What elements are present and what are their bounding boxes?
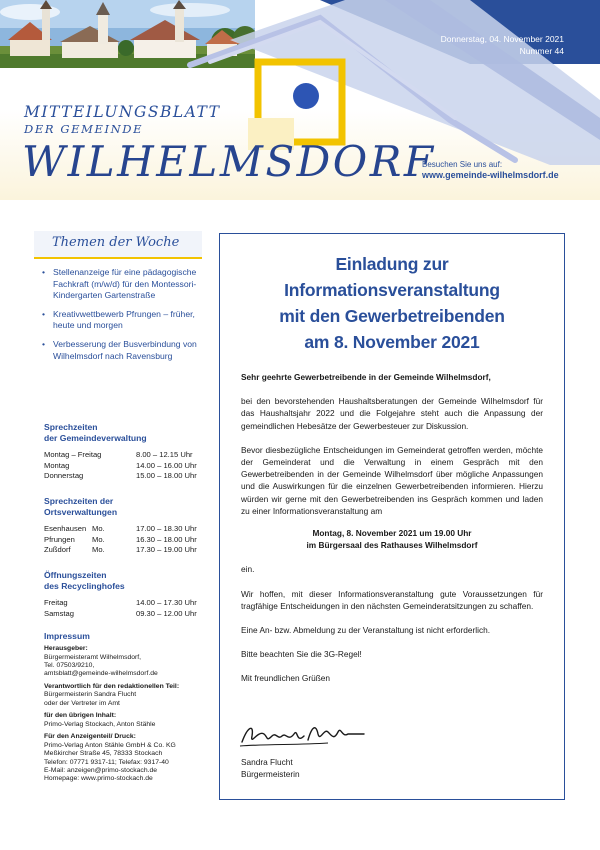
themes-title: Themen der Woche <box>52 235 180 250</box>
imprint-label: Herausgeber: <box>44 645 88 652</box>
imprint <box>44 631 214 784</box>
recycling-hours <box>44 570 214 619</box>
imprint-email[interactable]: E-Mail: anzeigen@primo-stockach.de <box>44 767 158 775</box>
theme-item[interactable]: • Stellenanzeige für eine pädagogische Fachkraft (m/w/d) für den Montessori-Kindergarten Gartenstraße <box>40 267 208 302</box>
article-title-line: mit den Gewerbetreibenden <box>279 306 505 326</box>
hours-day: Mo. <box>92 534 105 544</box>
paragraph: Eine An- bzw. Abmeldung zu der Veranstaltung ist nicht erforderlich. <box>241 625 491 636</box>
district-hours-title: Sprechzeiten der <box>44 496 114 506</box>
district-name: Pfrungen <box>44 534 75 544</box>
issue-info <box>441 33 564 57</box>
hours-row <box>44 461 214 472</box>
district-name: Zußdorf <box>44 545 71 554</box>
imprint-other <box>44 712 214 729</box>
hours-row <box>44 609 214 620</box>
closing: Mit freundlichen Grüßen <box>241 673 331 684</box>
imprint-label: für den übrigen Inhalt: <box>44 712 117 720</box>
imprint-line: oder der Vertreter im Amt <box>44 699 120 707</box>
hours-row <box>44 535 214 546</box>
imprint-line: Bürgermeisterin Sandra Flucht <box>44 691 137 699</box>
imprint-label: Verantwortlich für den redaktionellen Teil: <box>44 682 180 690</box>
issue-date: Donnerstag, 04. November 2021 <box>440 34 564 44</box>
imprint-line: Bürgermeisteramt Wilhelmsdorf, <box>44 653 142 661</box>
article-title <box>220 251 564 355</box>
article-title-line: am 8. November 2021 <box>304 332 480 352</box>
signer-name: Sandra Flucht <box>241 757 293 767</box>
imprint-line: Primo-Verlag Stockach, Anton Stähle <box>44 720 156 728</box>
hours-time: 17.00 – 18.30 Uhr <box>136 524 197 533</box>
office-hours-title-2: der Gemeindeverwaltung <box>44 433 147 443</box>
hours-time: 8.00 – 12.15 Uhr <box>136 450 193 459</box>
paragraph: Bitte beachten Sie die 3G-Regel! <box>241 649 362 660</box>
paragraph: Bevor diesbezügliche Entscheidungen im Gemeinderat getroffen werden, möchte der Gemeinderat und die Verwaltung in einem Gespräch mit den Gewerbetreibenden in der Gemeinde Wilhelmsdorf über mögliche Anpassungen und die Auswirkungen für die einzelnen Gewerbetreibenden informieren. Hierzu würden wir gerne mit den Gewerbetreibenden ins Gespräch kommen und laden zu einer Informationsveranstaltung am <box>241 444 543 516</box>
themes-list <box>40 267 208 369</box>
visit-label: Besuchen Sie uns auf: <box>422 160 503 169</box>
hours-time: 17.30 – 19.00 Uhr <box>136 545 197 554</box>
hours-row <box>44 524 214 535</box>
event-location: im Bürgersaal des Rathauses Wilhelmsdorf <box>306 540 478 551</box>
imprint-title: Impressum <box>44 631 90 641</box>
office-hours <box>44 422 214 482</box>
hours-row <box>44 450 214 461</box>
imprint-line: Telefon: 07771 9317-11; Telefax: 9317-40 <box>44 758 169 766</box>
hours-row <box>44 545 214 556</box>
hours-time: 15.00 – 18.00 Uhr <box>136 471 197 480</box>
hours-day: Mo. <box>92 524 105 533</box>
theme-item[interactable]: • Kreativwettbewerb Pfrungen – früher, heute und morgen <box>40 309 208 332</box>
office-hours-title: Sprechzeiten <box>44 422 98 432</box>
hours-time: 14.00 – 16.00 Uhr <box>136 460 197 470</box>
hours-day: Samstag <box>44 608 74 618</box>
imprint-homepage[interactable]: Homepage: www.primo-stockach.de <box>44 775 153 783</box>
imprint-publisher <box>44 645 214 679</box>
issue-number: Nummer 44 <box>519 46 564 56</box>
handwritten-signature <box>238 720 368 750</box>
imprint-email[interactable]: amtsblatt@gemeinde-wilhelmsdorf.de <box>44 670 158 678</box>
salutation: Sehr geehrte Gewerbetreibende in der Gemeinde Wilhelmsdorf, <box>241 372 491 382</box>
district-hours-title-2: Ortsverwaltungen <box>44 507 118 517</box>
district-name: Esenhausen <box>44 524 87 533</box>
invitation-article <box>219 233 565 800</box>
themes-heading <box>34 231 202 259</box>
recycling-hours-title-2: des Recyclinghofes <box>44 581 125 591</box>
theme-item[interactable]: • Verbesserung der Busverbindung von Wilhelmsdorf nach Ravensburg <box>40 339 208 362</box>
masthead-subtitle-2: DER GEMEINDE <box>24 122 144 136</box>
hours-day: Donnerstag <box>44 471 84 480</box>
masthead-subtitle: MITTEILUNGSBLATT <box>24 103 221 121</box>
hours-row <box>44 471 214 482</box>
imprint-line: Meßkircher Straße 45, 78333 Stockach <box>44 750 163 758</box>
paragraph: bei den bevorstehenden Haushaltsberatungen der Gemeinde Wilhelmsdorf für das Haushaltsjahr 2022 und die Folgejahre steht auch die Anpassung der gemeindlichen Hebesätze der Gewerbesteuer zur Diskussion. <box>241 396 543 431</box>
imprint-line: Primo-Verlag Anton Stähle GmbH & Co. KG <box>44 741 176 749</box>
hours-time: 16.30 – 18.00 Uhr <box>136 534 197 544</box>
hours-day: Freitag <box>44 598 68 607</box>
hours-day: Montag – Freitag <box>44 450 102 459</box>
website-link[interactable]: www.gemeinde-wilhelmsdorf.de <box>422 170 559 180</box>
hours-time: 14.00 – 17.30 Uhr <box>136 598 197 607</box>
paragraph: Wir hoffen, mit dieser Informationsveranstaltung gute Voraussetzungen für tragfähige Entscheidungen in den nächsten Gemeinderatsitzungen zu schaffen. <box>241 588 543 611</box>
imprint-editorial <box>44 683 214 708</box>
hours-day: Mo. <box>92 545 105 554</box>
signer-role: Bürgermeisterin <box>241 769 300 779</box>
masthead-title: WILHELMSDORF <box>22 137 436 186</box>
paragraph: ein. <box>241 564 255 575</box>
hours-day: Montag <box>44 460 70 470</box>
logo-dot <box>293 83 319 109</box>
masthead <box>0 0 600 200</box>
district-hours <box>44 496 214 556</box>
recycling-hours-title: Öffnungszeiten <box>44 570 107 580</box>
article-title-line: Einladung zur <box>335 254 449 274</box>
hours-time: 09.30 – 12.00 Uhr <box>136 608 197 618</box>
imprint-phone: Tel. 07503/9210, <box>44 662 95 669</box>
hours-row <box>44 598 214 609</box>
imprint-label: Für den Anzeigenteil/ Druck: <box>44 733 136 741</box>
article-title-line: Informationsveranstaltung <box>284 280 500 300</box>
imprint-ads <box>44 733 214 784</box>
event-date: Montag, 8. November 2021 um 19.00 Uhr <box>312 528 472 539</box>
article-body <box>241 371 543 697</box>
